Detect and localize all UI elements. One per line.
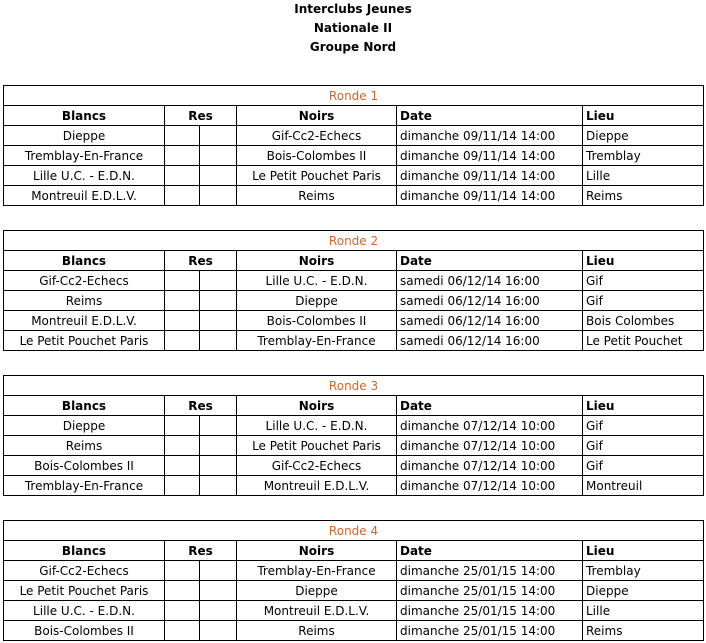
cell-noirs: Bois-Colombes II	[237, 311, 397, 331]
cell-blancs: Montreuil E.D.L.V.	[4, 186, 165, 206]
cell-blancs: Gif-Cc2-Echecs	[4, 271, 165, 291]
table-row	[4, 271, 704, 291]
table-row	[4, 186, 704, 206]
column-header-blancs: Blancs	[4, 251, 165, 271]
cell-res-white	[165, 601, 200, 621]
table-row	[4, 311, 704, 331]
column-header-noirs: Noirs	[237, 541, 397, 561]
table-row	[4, 561, 704, 581]
cell-date: dimanche 09/11/14 14:00	[397, 126, 583, 146]
round-title: Ronde 4	[4, 521, 704, 541]
cell-res-white	[165, 416, 200, 436]
cell-res-black	[200, 601, 237, 621]
cell-date: dimanche 07/12/14 10:00	[397, 476, 583, 496]
column-header-res: Res	[165, 251, 237, 271]
cell-date: dimanche 25/01/15 14:00	[397, 581, 583, 601]
table-row	[4, 581, 704, 601]
header-title: Interclubs Jeunes	[294, 2, 412, 16]
column-header-res: Res	[165, 541, 237, 561]
cell-noirs: Reims	[237, 186, 397, 206]
cell-res-black	[200, 621, 237, 641]
table-row	[4, 166, 704, 186]
cell-blancs: Tremblay-En-France	[4, 476, 165, 496]
cell-date: dimanche 25/01/15 14:00	[397, 601, 583, 621]
cell-blancs: Le Petit Pouchet Paris	[4, 331, 165, 351]
column-header-blancs: Blancs	[4, 106, 165, 126]
cell-res-black	[200, 456, 237, 476]
cell-blancs: Dieppe	[4, 416, 165, 436]
column-header-row	[4, 541, 704, 561]
cell-res-white	[165, 126, 200, 146]
column-header-row	[4, 251, 704, 271]
column-header-date: Date	[397, 251, 583, 271]
cell-lieu: Gif	[583, 436, 704, 456]
column-header-lieu: Lieu	[583, 541, 704, 561]
column-header-date: Date	[397, 106, 583, 126]
cell-lieu: Lille	[583, 601, 704, 621]
header-group: Groupe Nord	[309, 40, 397, 54]
table-row	[4, 331, 704, 351]
cell-blancs: Lille U.C. - E.D.N.	[4, 166, 165, 186]
cell-res-black	[200, 476, 237, 496]
cell-noirs: Reims	[237, 621, 397, 641]
cell-lieu: Tremblay	[583, 561, 704, 581]
cell-date: dimanche 07/12/14 10:00	[397, 416, 583, 436]
cell-res-black	[200, 311, 237, 331]
cell-lieu: Gif	[583, 291, 704, 311]
round-title-row	[4, 231, 704, 251]
column-header-res: Res	[165, 106, 237, 126]
cell-blancs: Reims	[4, 291, 165, 311]
table-row	[4, 126, 704, 146]
cell-noirs: Lille U.C. - E.D.N.	[237, 416, 397, 436]
round-title: Ronde 3	[4, 376, 704, 396]
cell-date: samedi 06/12/14 16:00	[397, 291, 583, 311]
cell-res-white	[165, 476, 200, 496]
cell-res-white	[165, 561, 200, 581]
cell-res-black	[200, 416, 237, 436]
cell-res-white	[165, 291, 200, 311]
cell-res-black	[200, 146, 237, 166]
table-row	[4, 476, 704, 496]
cell-lieu: Lille	[583, 166, 704, 186]
column-header-row	[4, 396, 704, 416]
cell-date: dimanche 25/01/15 14:00	[397, 561, 583, 581]
cell-res-black	[200, 331, 237, 351]
cell-blancs: Reims	[4, 436, 165, 456]
cell-blancs: Bois-Colombes II	[4, 456, 165, 476]
column-header-date: Date	[397, 541, 583, 561]
round-title-row	[4, 521, 704, 541]
column-header-noirs: Noirs	[237, 106, 397, 126]
cell-date: dimanche 25/01/15 14:00	[397, 621, 583, 641]
cell-res-black	[200, 291, 237, 311]
table-row	[4, 291, 704, 311]
round-title-row	[4, 376, 704, 396]
cell-res-white	[165, 581, 200, 601]
cell-res-black	[200, 166, 237, 186]
cell-noirs: Le Petit Pouchet Paris	[237, 436, 397, 456]
cell-res-black	[200, 271, 237, 291]
column-header-lieu: Lieu	[583, 251, 704, 271]
cell-noirs: Dieppe	[237, 291, 397, 311]
round-title: Ronde 1	[4, 86, 704, 106]
cell-blancs: Lille U.C. - E.D.N.	[4, 601, 165, 621]
cell-blancs: Dieppe	[4, 126, 165, 146]
cell-lieu: Gif	[583, 456, 704, 476]
column-header-row	[4, 106, 704, 126]
cell-date: dimanche 07/12/14 10:00	[397, 456, 583, 476]
column-header-lieu: Lieu	[583, 106, 704, 126]
cell-lieu: Le Petit Pouchet	[583, 331, 704, 351]
round-table	[3, 230, 704, 351]
table-row	[4, 456, 704, 476]
column-header-lieu: Lieu	[583, 396, 704, 416]
cell-blancs: Tremblay-En-France	[4, 146, 165, 166]
column-header-noirs: Noirs	[237, 396, 397, 416]
cell-blancs: Le Petit Pouchet Paris	[4, 581, 165, 601]
cell-res-black	[200, 581, 237, 601]
cell-noirs: Le Petit Pouchet Paris	[237, 166, 397, 186]
table-row	[4, 146, 704, 166]
cell-lieu: Gif	[583, 271, 704, 291]
cell-noirs: Tremblay-En-France	[237, 331, 397, 351]
cell-res-white	[165, 311, 200, 331]
cell-date: samedi 06/12/14 16:00	[397, 271, 583, 291]
column-header-res: Res	[165, 396, 237, 416]
cell-res-white	[165, 456, 200, 476]
table-row	[4, 436, 704, 456]
cell-lieu: Dieppe	[583, 126, 704, 146]
cell-res-black	[200, 561, 237, 581]
column-header-blancs: Blancs	[4, 541, 165, 561]
cell-date: dimanche 09/11/14 14:00	[397, 186, 583, 206]
cell-date: samedi 06/12/14 16:00	[397, 311, 583, 331]
cell-date: dimanche 07/12/14 10:00	[397, 436, 583, 456]
cell-blancs: Gif-Cc2-Echecs	[4, 561, 165, 581]
cell-blancs: Montreuil E.D.L.V.	[4, 311, 165, 331]
cell-date: dimanche 09/11/14 14:00	[397, 166, 583, 186]
cell-date: samedi 06/12/14 16:00	[397, 331, 583, 351]
cell-noirs: Gif-Cc2-Echecs	[237, 456, 397, 476]
cell-noirs: Gif-Cc2-Echecs	[237, 126, 397, 146]
cell-lieu: Reims	[583, 621, 704, 641]
cell-noirs: Tremblay-En-France	[237, 561, 397, 581]
round-title: Ronde 2	[4, 231, 704, 251]
table-row	[4, 601, 704, 621]
column-header-noirs: Noirs	[237, 251, 397, 271]
cell-res-black	[200, 436, 237, 456]
table-row	[4, 621, 704, 641]
header-division: Nationale II	[313, 21, 393, 35]
cell-blancs: Bois-Colombes II	[4, 621, 165, 641]
cell-res-white	[165, 621, 200, 641]
table-row	[4, 416, 704, 436]
cell-lieu: Montreuil	[583, 476, 704, 496]
cell-res-white	[165, 186, 200, 206]
cell-noirs: Montreuil E.D.L.V.	[237, 601, 397, 621]
cell-lieu: Tremblay	[583, 146, 704, 166]
cell-res-black	[200, 186, 237, 206]
cell-date: dimanche 09/11/14 14:00	[397, 146, 583, 166]
cell-lieu: Dieppe	[583, 581, 704, 601]
cell-res-white	[165, 331, 200, 351]
cell-res-white	[165, 271, 200, 291]
cell-noirs: Montreuil E.D.L.V.	[237, 476, 397, 496]
cell-lieu: Gif	[583, 416, 704, 436]
cell-res-black	[200, 126, 237, 146]
cell-noirs: Bois-Colombes II	[237, 146, 397, 166]
column-header-blancs: Blancs	[4, 396, 165, 416]
round-title-row	[4, 86, 704, 106]
round-table	[3, 520, 704, 641]
cell-res-white	[165, 146, 200, 166]
cell-lieu: Bois Colombes	[583, 311, 704, 331]
cell-noirs: Lille U.C. - E.D.N.	[237, 271, 397, 291]
cell-res-white	[165, 166, 200, 186]
round-table	[3, 375, 704, 496]
round-table	[3, 85, 704, 206]
cell-lieu: Reims	[583, 186, 704, 206]
cell-noirs: Dieppe	[237, 581, 397, 601]
cell-res-white	[165, 436, 200, 456]
column-header-date: Date	[397, 396, 583, 416]
